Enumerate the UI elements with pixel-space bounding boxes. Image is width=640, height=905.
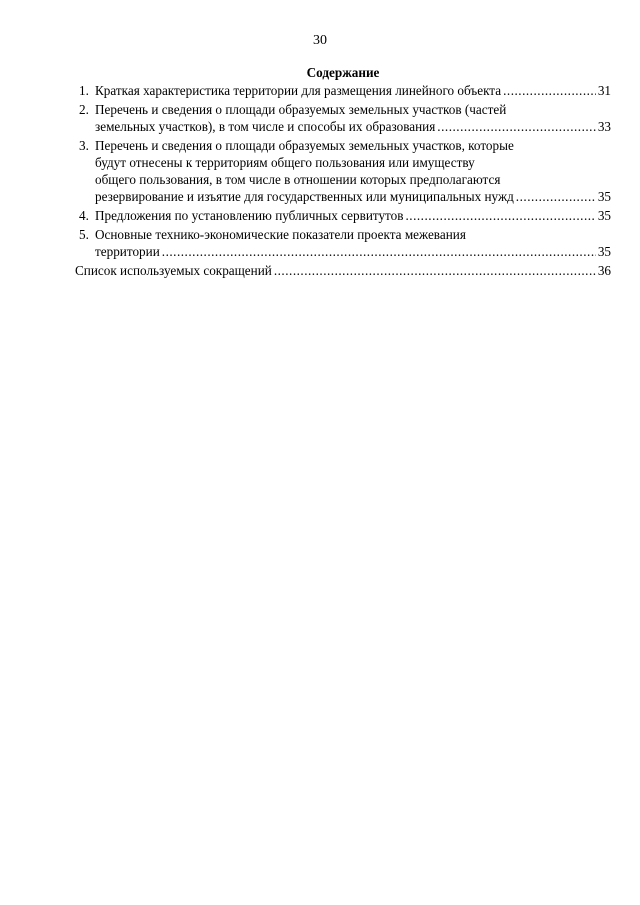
toc-item-number: 4.: [79, 208, 89, 223]
toc-item-text: земельных участков), в том числе и способы их образования: [95, 119, 436, 134]
dot-leader: [437, 118, 596, 135]
toc-item-number: 5.: [79, 227, 89, 242]
dot-leader: [405, 207, 595, 224]
toc-item-number: 3.: [79, 138, 89, 153]
page-number: 30: [313, 33, 327, 48]
toc-item-text: резервирование и изъятие для государственных или муниципальных нужд: [95, 189, 514, 204]
toc-item-3[interactable]: [75, 137, 611, 205]
toc-page-number: 35: [597, 208, 611, 223]
toc-item-number: 2.: [79, 102, 89, 117]
toc-item-text: Краткая характеристика территории для размещения линейного объекта: [95, 83, 502, 98]
dot-leader: [516, 188, 596, 205]
toc-page-number: 36: [597, 263, 611, 278]
toc-item-text: Основные технико-экономические показатели проекта межевания: [95, 227, 466, 242]
toc-item-2[interactable]: [75, 101, 611, 135]
dot-leader: [274, 262, 596, 279]
toc-item-number: 1.: [79, 83, 89, 98]
toc-item-4[interactable]: [75, 207, 611, 224]
toc-item-text: территории: [95, 244, 160, 259]
toc-item-5[interactable]: [75, 226, 611, 260]
toc-item-abbreviations[interactable]: [75, 262, 611, 279]
toc-page-number: 33: [597, 119, 611, 134]
toc-item-text: общего пользования, в том числе в отношении которых предполагаются: [95, 172, 501, 187]
toc-item-text: Перечень и сведения о площади образуемых земельных участков, которые: [95, 138, 514, 153]
dot-leader: [503, 82, 596, 99]
toc-title: Содержание: [306, 65, 380, 80]
toc-item-text: Список используемых сокращений: [75, 263, 272, 278]
dot-leader: [162, 243, 596, 260]
toc-item-1[interactable]: [75, 82, 611, 99]
toc-page-number: 35: [597, 244, 611, 259]
toc-item-text: будут отнесены к территориям общего пользования или имуществу: [95, 155, 475, 170]
table-of-contents: [75, 82, 611, 281]
toc-item-text: Предложения по установлению публичных сервитутов: [95, 208, 404, 223]
toc-page-number: 35: [597, 189, 611, 204]
toc-page-number: 31: [597, 83, 611, 98]
toc-item-text: Перечень и сведения о площади образуемых земельных участков (частей: [95, 102, 507, 117]
